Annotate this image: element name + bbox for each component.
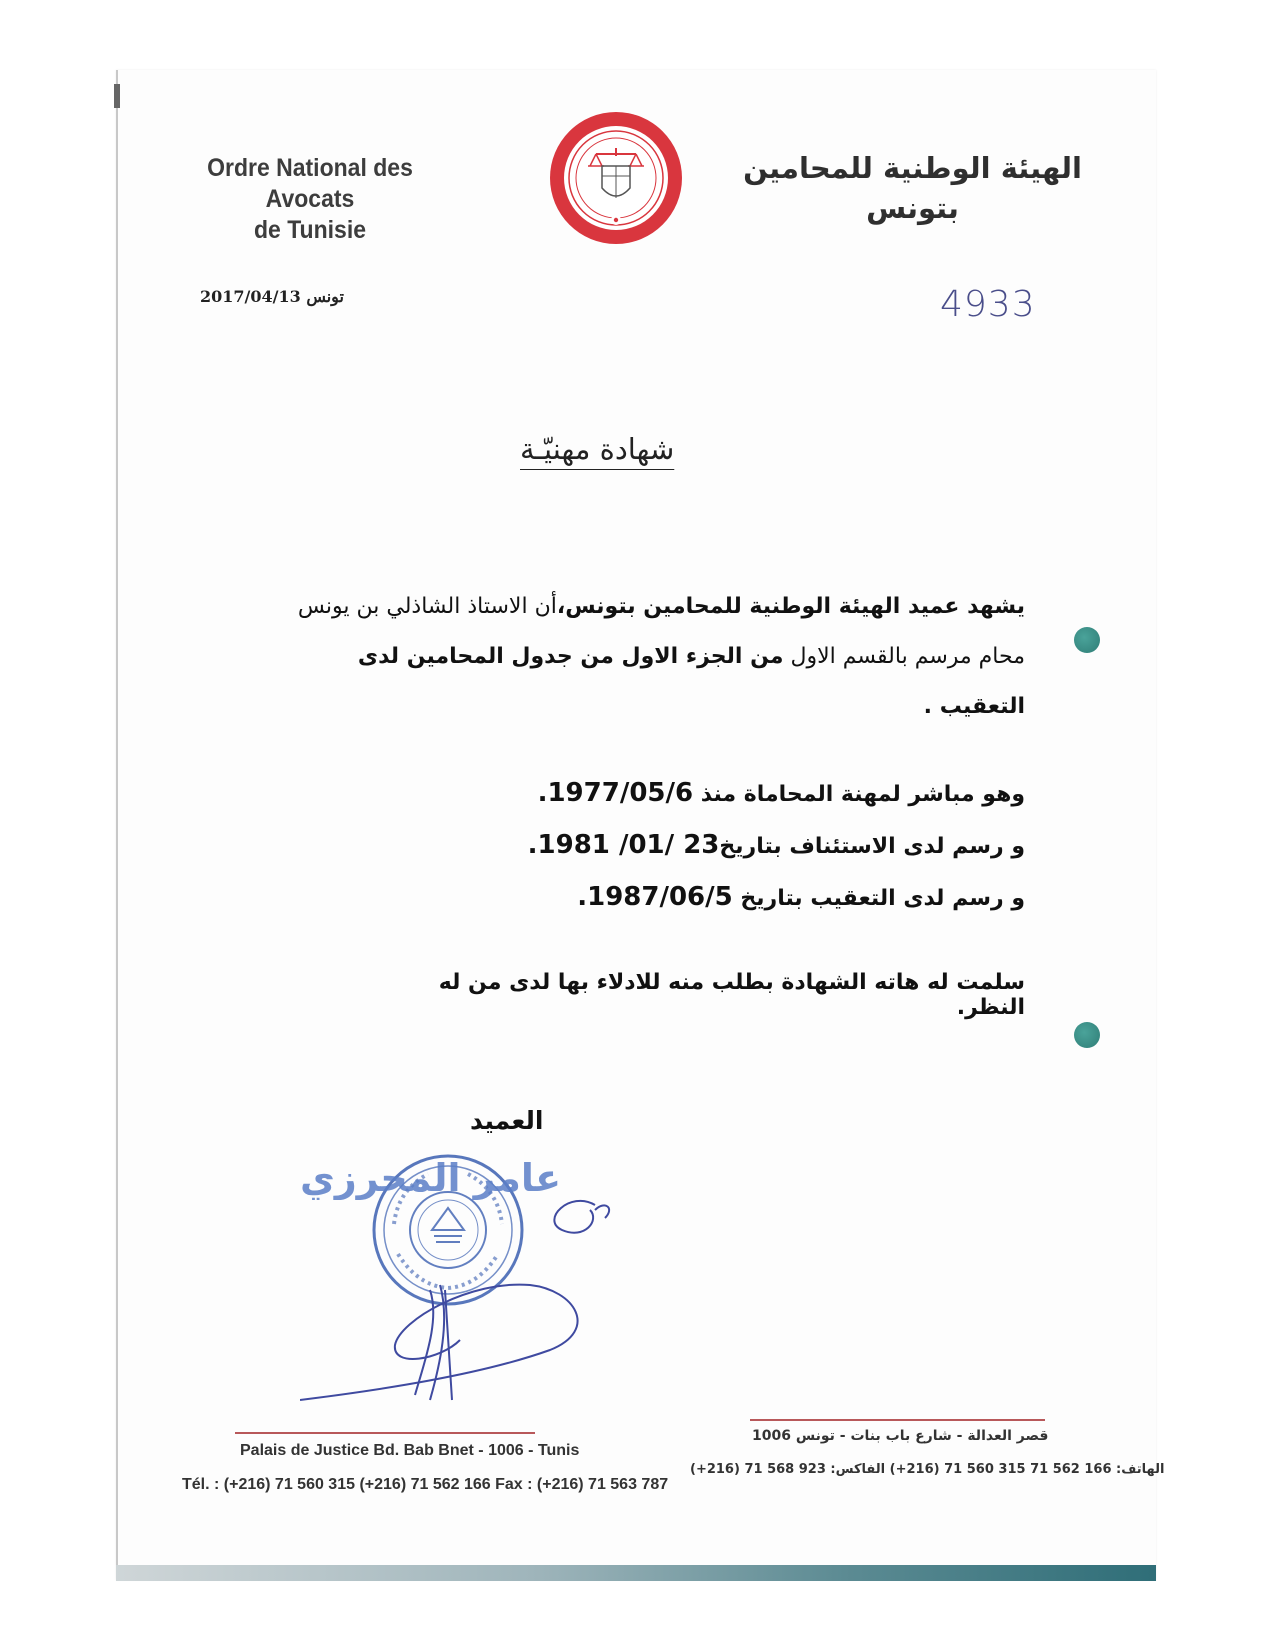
footer-contacts-fr: Tél. : (+216) 71 560 315 (+216) 71 562 166 Fax : (+216) 71 563 787	[182, 1476, 669, 1493]
para1-line1	[290, 582, 1025, 632]
career-dates-paragraph	[505, 768, 1025, 924]
para1-line3: التعقيب .	[923, 694, 1025, 719]
practice-since-line	[505, 768, 1025, 820]
org-name-ar-line2: بتونس	[866, 191, 959, 225]
org-name-ar	[740, 148, 1085, 228]
scan-mark	[114, 84, 120, 108]
dean-title: العميد	[470, 1106, 544, 1135]
dean-name: عامر المحرزي	[300, 1156, 562, 1200]
footer-contacts-ar: الهاتف: 166 562 71 315 560 71 (216+) الفاكس: 923 568 71 (216+)	[690, 1462, 1165, 1477]
para1-line2-plain: محام مرسم بالقسم الاول	[783, 644, 1025, 669]
org-name-fr-line1: Ordre National des Avocats	[207, 154, 413, 213]
footer-divider	[235, 1432, 535, 1434]
issuance-statement: سلمت له هاته الشهادة بطلب منه للادلاء بها لدى من له النظر.	[438, 970, 1025, 1020]
appeal-registration-line	[505, 820, 1025, 872]
footer-address-ar: قصر العدالة - شارع باب بنات - تونس 1006	[752, 1428, 1049, 1444]
footer-address-fr: Palais de Justice Bd. Bab Bnet - 1006 - Tunis	[240, 1442, 580, 1459]
page-edge	[116, 70, 118, 1580]
org-name-fr-line2: de Tunisie	[253, 216, 367, 244]
scan-edge-strip	[116, 1565, 1156, 1581]
practice-since-text: وهو مباشر لمهنة المحاماة منذ	[693, 782, 1025, 807]
cassation-registration-text: و رسم لدى التعقيب بتاريخ	[732, 886, 1025, 911]
para1-line1-rest: أن الاستاذ الشاذلي بن يونس	[297, 594, 557, 619]
reference-number: 4933	[940, 284, 1036, 325]
para1-line1-bold: يشهد عميد الهيئة الوطنية للمحامين بتونس،	[556, 594, 1025, 619]
document-date: تونس 2017/04/13	[200, 287, 344, 306]
bar-association-logo-icon	[546, 108, 686, 248]
para1-line2-bold: من الجزء الاول من جدول المحامين لدى	[357, 644, 784, 669]
org-name-ar-line1: الهيئة الوطنية للمحامين	[743, 151, 1082, 185]
punch-hole	[1074, 1022, 1100, 1048]
cassation-registration-date: 1987/06/5.	[577, 882, 733, 912]
punch-hole	[1074, 627, 1100, 653]
handwritten-signature-icon	[300, 1190, 660, 1430]
certification-paragraph	[290, 582, 1025, 732]
appeal-registration-date: 23 /01/ 1981.	[527, 830, 720, 860]
document-title: شهادة مهنيّـة	[520, 432, 675, 466]
appeal-registration-text: و رسم لدى الاستئناف بتاريخ	[719, 834, 1025, 859]
org-name-fr	[163, 153, 457, 246]
footer-divider	[750, 1419, 1045, 1421]
cassation-registration-line	[505, 872, 1025, 924]
para1-line2	[290, 632, 1025, 682]
practice-since-date: 1977/05/6.	[537, 778, 694, 808]
